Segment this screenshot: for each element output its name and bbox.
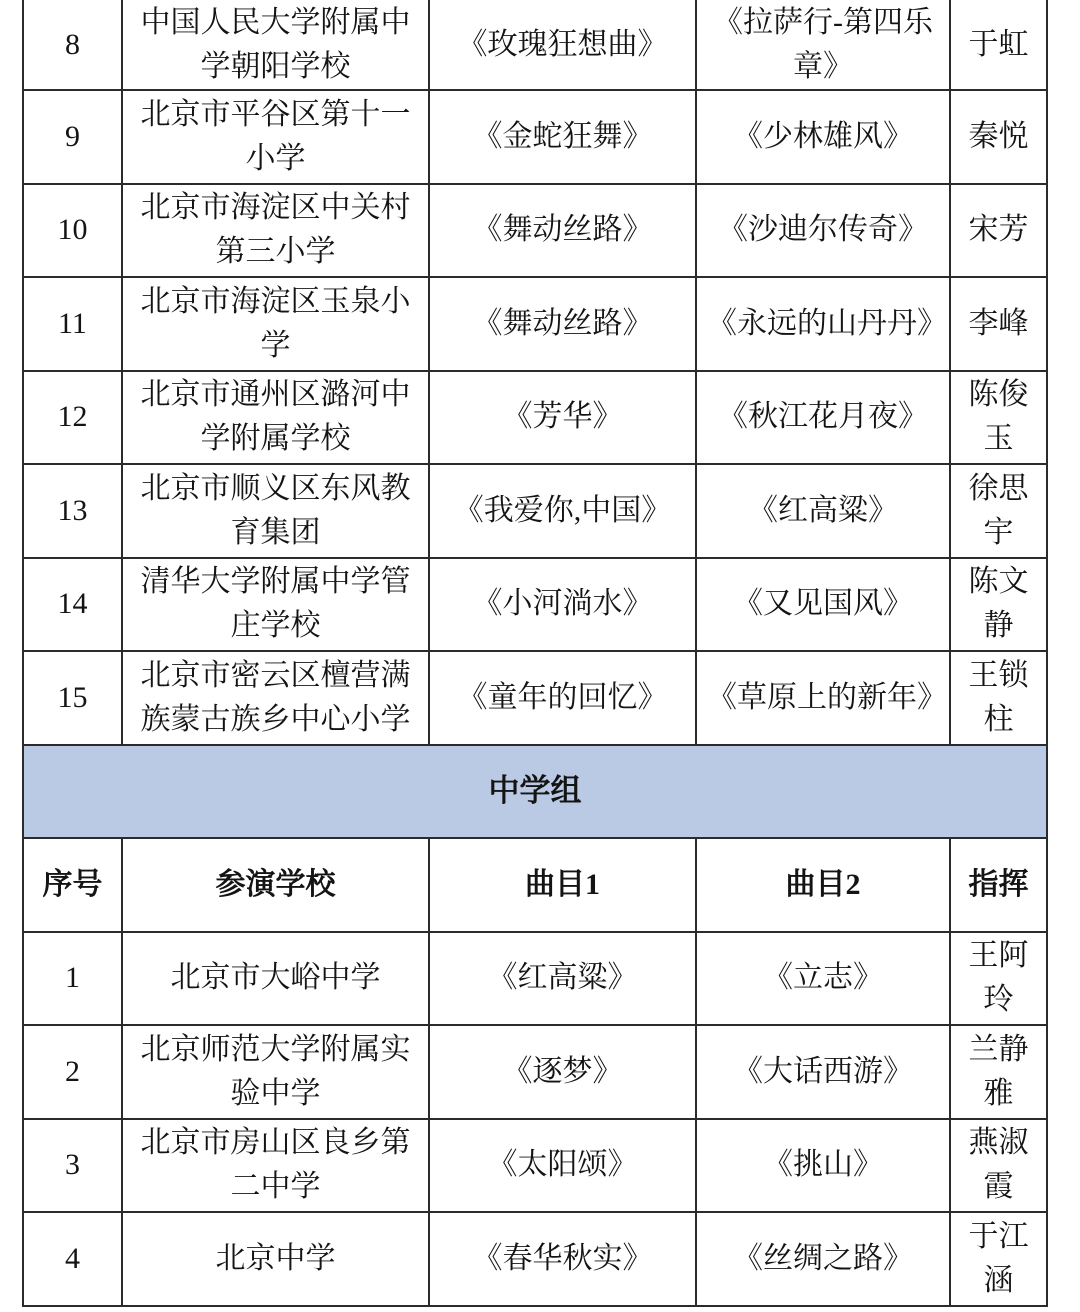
cell-conductor: 于虹 <box>950 0 1047 90</box>
column-header-conductor: 指挥 <box>950 838 1047 932</box>
table-row <box>23 90 1047 184</box>
cell-school: 北京市房山区良乡第二中学 <box>122 1119 429 1213</box>
cell-piece2: 《沙迪尔传奇》 <box>696 184 950 278</box>
cell-conductor: 宋芳 <box>950 184 1047 278</box>
cell-piece1: 《春华秋实》 <box>429 1212 696 1306</box>
cell-piece1: 《逐梦》 <box>429 1025 696 1119</box>
cell-piece2: 《秋江花月夜》 <box>696 371 950 465</box>
cell-conductor: 兰静雅 <box>950 1025 1047 1119</box>
cell-piece1: 《舞动丝路》 <box>429 184 696 278</box>
cell-piece2: 《又见国风》 <box>696 558 950 652</box>
cell-no: 11 <box>23 277 122 371</box>
cell-no: 14 <box>23 558 122 652</box>
column-header-piece1: 曲目1 <box>429 838 696 932</box>
table-row <box>23 1119 1047 1213</box>
column-header-no: 序号 <box>23 838 122 932</box>
cell-piece2: 《草原上的新年》 <box>696 651 950 745</box>
cell-school: 北京市海淀区玉泉小学 <box>122 277 429 371</box>
cell-conductor: 陈文静 <box>950 558 1047 652</box>
table-row <box>23 932 1047 1026</box>
cell-conductor: 李峰 <box>950 277 1047 371</box>
section-title-middle-school: 中学组 <box>23 745 1047 839</box>
cell-school: 清华大学附属中学管庄学校 <box>122 558 429 652</box>
cell-conductor: 秦悦 <box>950 90 1047 184</box>
cell-no: 2 <box>23 1025 122 1119</box>
cell-piece1: 《红高粱》 <box>429 932 696 1026</box>
performance-schedule-table <box>22 0 1048 1307</box>
cell-piece1: 《小河淌水》 <box>429 558 696 652</box>
middle-school-group <box>23 745 1047 932</box>
cell-school: 北京市通州区潞河中学附属学校 <box>122 371 429 465</box>
cell-piece2: 《挑山》 <box>696 1119 950 1213</box>
primary-group-rows <box>23 0 1047 745</box>
cell-no: 10 <box>23 184 122 278</box>
cell-school: 北京中学 <box>122 1212 429 1306</box>
table-row <box>23 651 1047 745</box>
cell-school: 北京市密云区檀营满族蒙古族乡中心小学 <box>122 651 429 745</box>
cell-no: 3 <box>23 1119 122 1213</box>
column-header-school: 参演学校 <box>122 838 429 932</box>
cell-conductor: 陈俊玉 <box>950 371 1047 465</box>
cell-piece1: 《金蛇狂舞》 <box>429 90 696 184</box>
cell-piece1: 《舞动丝路》 <box>429 277 696 371</box>
cell-piece2: 《拉萨行-第四乐章》 <box>696 0 950 90</box>
cell-piece2: 《立志》 <box>696 932 950 1026</box>
cell-school: 北京市海淀区中关村第三小学 <box>122 184 429 278</box>
cell-no: 15 <box>23 651 122 745</box>
table-row <box>23 184 1047 278</box>
cell-conductor: 王锁柱 <box>950 651 1047 745</box>
table-row <box>23 1212 1047 1306</box>
column-header-piece2: 曲目2 <box>696 838 950 932</box>
table-row <box>23 1025 1047 1119</box>
cell-no: 1 <box>23 932 122 1026</box>
cell-piece1: 《童年的回忆》 <box>429 651 696 745</box>
cell-school: 北京市平谷区第十一小学 <box>122 90 429 184</box>
cell-no: 9 <box>23 90 122 184</box>
cell-school: 中国人民大学附属中学朝阳学校 <box>122 0 429 90</box>
cell-school: 北京市顺义区东风教育集团 <box>122 464 429 558</box>
cell-school: 北京师范大学附属实验中学 <box>122 1025 429 1119</box>
cell-conductor: 于江涵 <box>950 1212 1047 1306</box>
column-header-row <box>23 838 1047 932</box>
cell-no: 8 <box>23 0 122 90</box>
cell-conductor: 燕淑霞 <box>950 1119 1047 1213</box>
cell-no: 12 <box>23 371 122 465</box>
middle-school-rows <box>23 932 1047 1306</box>
table-row <box>23 464 1047 558</box>
cell-piece2: 《大话西游》 <box>696 1025 950 1119</box>
table-row <box>23 558 1047 652</box>
cell-school: 北京市大峪中学 <box>122 932 429 1026</box>
section-header-row <box>23 745 1047 839</box>
cell-piece2: 《丝绸之路》 <box>696 1212 950 1306</box>
cell-conductor: 王阿玲 <box>950 932 1047 1026</box>
cell-no: 13 <box>23 464 122 558</box>
cell-piece1: 《芳华》 <box>429 371 696 465</box>
cell-piece1: 《太阳颂》 <box>429 1119 696 1213</box>
table-row <box>23 371 1047 465</box>
cell-piece1: 《我爱你,中国》 <box>429 464 696 558</box>
cell-piece1: 《玫瑰狂想曲》 <box>429 0 696 90</box>
cell-piece2: 《红高粱》 <box>696 464 950 558</box>
cell-piece2: 《永远的山丹丹》 <box>696 277 950 371</box>
table-row <box>23 0 1047 90</box>
cell-conductor: 徐思宇 <box>950 464 1047 558</box>
cell-no: 4 <box>23 1212 122 1306</box>
cell-piece2: 《少林雄风》 <box>696 90 950 184</box>
table-row <box>23 277 1047 371</box>
